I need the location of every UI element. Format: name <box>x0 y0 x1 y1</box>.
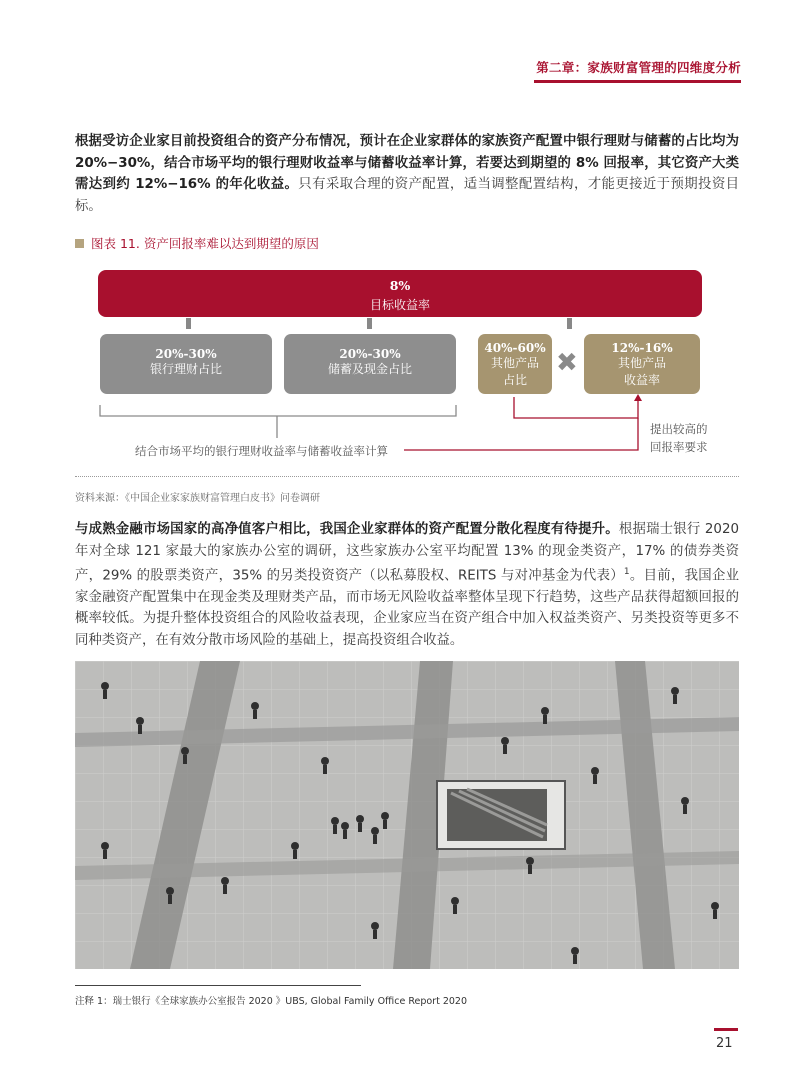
savings-cash-share-value: 20%-30% <box>339 347 401 361</box>
savings-cash-share-label: 储蓄及现金占比 <box>327 362 412 376</box>
paragraph-comparison-text-a: 根据瑞士银行 2020 年对全球 121 家最大的家族办公室的调研，这些家族办公室平均配置 13% 的现金类资产，17% 的债券类资产，29% 的股票类资产，35% 的另类投资资产（以私募股权、REITS 与对冲基金为代表） <box>75 522 739 584</box>
figure-divider <box>75 476 739 477</box>
other-products-share-value: 40%-60% <box>484 341 546 355</box>
bracket-line <box>100 405 456 416</box>
higher-return-note-line2: 回报率要求 <box>650 440 708 454</box>
escalator <box>437 781 565 849</box>
page-number: 21 <box>716 1036 733 1051</box>
footnote-ref: 1 <box>623 567 630 577</box>
target-return-label: 目标收益率 <box>369 298 430 312</box>
other-products-return-value: 12%-16% <box>611 341 673 355</box>
other-products-share-label-1: 其他产品 <box>490 356 539 370</box>
figure-title-text: 图表 11. 资产回报率难以达到期望的原因 <box>91 236 319 251</box>
higher-return-note <box>650 420 708 456</box>
other-products-share-label-2: 占比 <box>502 373 527 387</box>
calc-arrow-line <box>404 418 638 450</box>
other-products-return-label-1: 其他产品 <box>617 356 666 370</box>
footnote: 注释 1：瑞士银行《全球家族办公室报告 2020 》UBS, Global Family Office Report 2020 <box>75 996 468 1007</box>
gold-boxes-link <box>514 397 638 418</box>
plaza-photo-illustration <box>75 661 739 969</box>
multiply-icon: ✖ <box>556 348 578 378</box>
paragraph-intro-bold: 根据受访企业家目前投资组合的资产分布情况，预计在企业家群体的家族资产配置中银行理财与储蓄的占比均为 20%−30%，结合市场平均的银行理财收益率与储蓄收益率计算，若要达到期望的 8% 回报率，其它资产大类需达到约 12%−16% 的年化收益。 <box>75 134 739 192</box>
other-products-return-label-2: 收益率 <box>623 373 660 387</box>
source-note: 资料来源：《中国企业家家族财富管理白皮书》问卷调研 <box>75 493 320 504</box>
calc-note: 结合市场平均的银行理财收益率与储蓄收益率计算 <box>135 444 388 458</box>
footnote-rule <box>75 985 361 986</box>
paragraph-intro-normal: 只有采取合理的资产配置，适当调整配置结构，才能更接近于预期投资目标。 <box>75 177 739 214</box>
chapter-header: 第二章：家族财富管理的四维度分析 <box>536 60 741 75</box>
bank-wealth-share-value: 20%-30% <box>155 347 217 361</box>
diagram-connectors <box>0 0 793 480</box>
plaza-photo <box>75 661 739 969</box>
arrow-head-up <box>634 394 642 401</box>
target-return-value: 8% <box>389 278 411 293</box>
paragraph-comparison-bold: 与成熟金融市场国家的高净值客户相比，我国企业家群体的资产配置分散化程度有待提升。 <box>75 522 619 537</box>
page-number-rule <box>714 1028 738 1031</box>
higher-return-note-line1: 提出较高的 <box>650 422 708 436</box>
paragraph-comparison <box>75 519 739 651</box>
paragraph-comparison-text-b: 。目前，我国企业家金融资产配置集中在现金类及理财类产品，而市场无风险收益率整体呈现下行趋势，这些产品获得超额回报的概率较低。为提升整体投资组合的风险收益表现，企业家应当在资产组合中加入权益类资产、另类投资等更多不同种类资产，在有效分散市场风险的基础上，提高投资组合收益。 <box>75 568 740 648</box>
bank-wealth-share-label: 银行理财占比 <box>149 362 222 376</box>
